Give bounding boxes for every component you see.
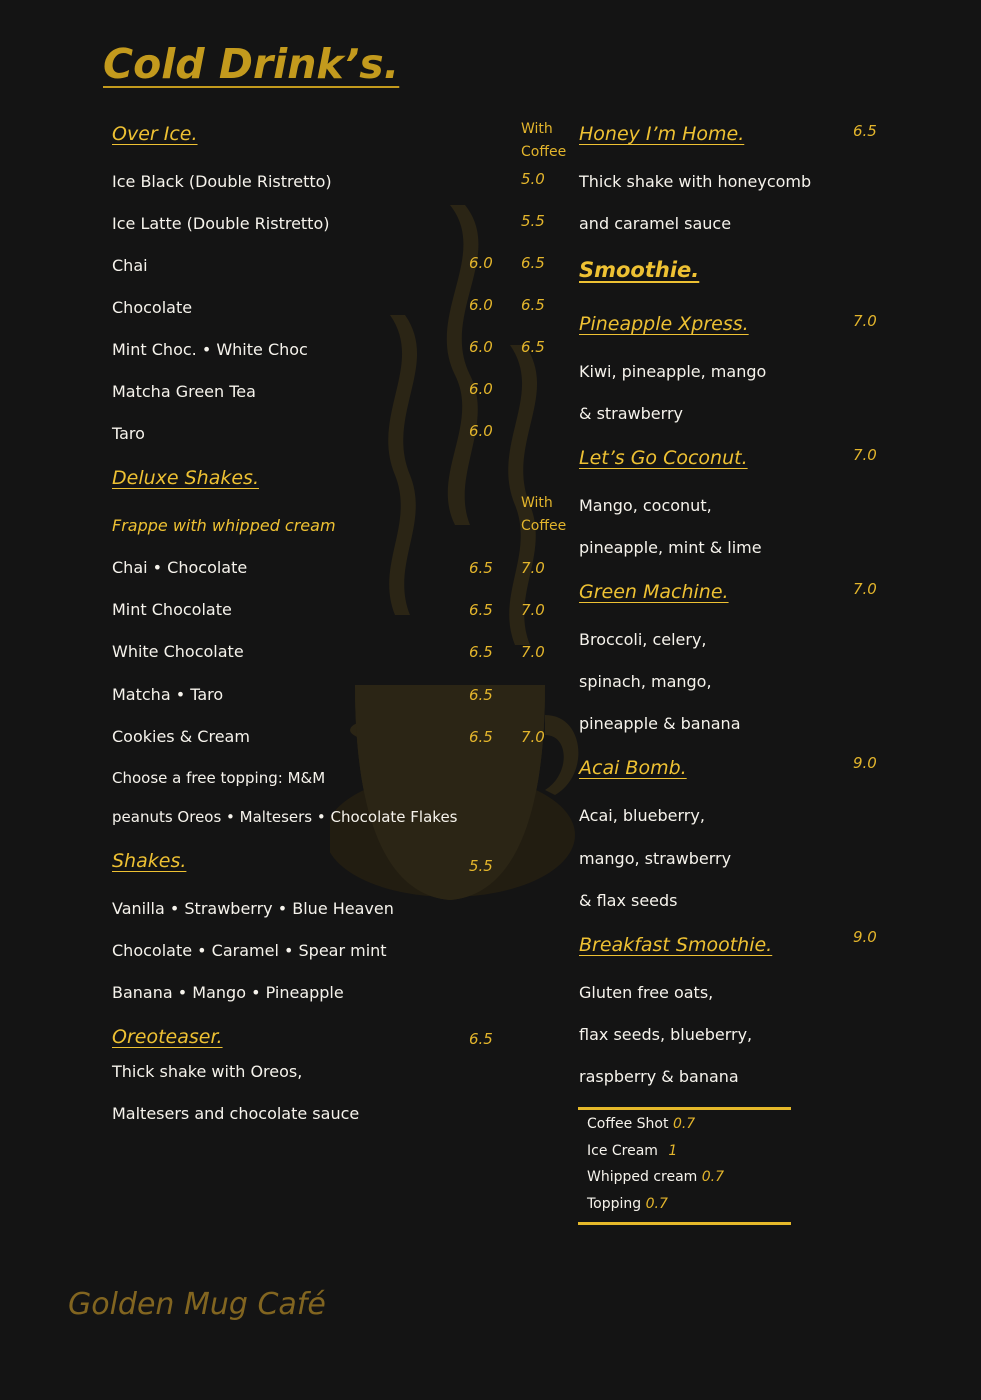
section-heading-smoothie: Smoothie.: [579, 258, 700, 282]
extra-name: Coffee Shot: [587, 1116, 669, 1132]
item-description: and caramel sauce: [579, 214, 732, 233]
section-subtitle: Frappe with whipped cream: [112, 516, 336, 535]
menu-item-name: Banana • Mango • Pineapple: [112, 983, 344, 1002]
item-description: Mango, coconut,: [579, 496, 712, 515]
menu-item-price: 6.5: [469, 686, 493, 704]
menu-item-name: Chai: [112, 256, 148, 275]
item-description: & strawberry: [579, 404, 683, 423]
extra-name: Ice Cream: [587, 1143, 658, 1159]
with-coffee-label: With Coffee: [521, 121, 567, 160]
menu-item-coffee-price: 6.5: [521, 338, 545, 356]
section-price: 6.5: [853, 122, 877, 140]
menu-item-price: 6.5: [469, 728, 493, 746]
item-description: mango, strawberry: [579, 849, 732, 868]
extra-name: Topping: [587, 1196, 642, 1212]
item-description: spinach, mango,: [579, 672, 712, 691]
menu-item-name: Taro: [112, 424, 145, 443]
menu-item-price: 6.5: [469, 643, 493, 661]
menu-item-coffee-price: 5.0: [521, 170, 545, 188]
extra-price: 1: [668, 1143, 678, 1159]
item-description: Maltesers and chocolate sauce: [112, 1104, 360, 1123]
with-coffee-label: With Coffee: [521, 495, 567, 534]
extra-price: 0.7: [672, 1116, 696, 1132]
smoothie-name: Let’s Go Coconut.: [579, 447, 748, 469]
menu-item-price: 6.0: [469, 380, 493, 398]
smoothie-price: 7.0: [853, 580, 877, 598]
extra-item: [587, 1116, 695, 1132]
section-heading-deluxe-shakes: Deluxe Shakes.: [112, 467, 259, 489]
smoothie-price: 9.0: [853, 754, 877, 772]
menu-item-name: Chocolate • Caramel • Spear mint: [112, 941, 387, 960]
extra-price: 0.7: [645, 1196, 668, 1212]
menu-item-coffee-price: 7.0: [521, 559, 545, 577]
menu-item-coffee-price: 6.5: [521, 296, 545, 314]
menu-item-coffee-price: 7.0: [521, 728, 545, 746]
page-title: Cold Drink’s.: [103, 40, 400, 88]
extra-item: [587, 1169, 724, 1185]
smoothie-price: 7.0: [853, 446, 877, 464]
section-heading-oreoteaser: Oreoteaser.: [112, 1026, 223, 1048]
item-description: raspberry & banana: [579, 1067, 739, 1086]
menu-item-price: 6.0: [469, 296, 493, 314]
section-heading-honey: Honey I’m Home.: [579, 123, 745, 145]
extra-item: [587, 1196, 668, 1212]
menu-item-price: 6.0: [469, 422, 493, 440]
item-description: Kiwi, pineapple, mango: [579, 362, 767, 381]
item-description: Gluten free oats,: [579, 983, 714, 1002]
topping-note: Choose a free topping: M&M: [112, 769, 326, 787]
section-heading-over-ice: Over Ice.: [112, 123, 198, 145]
item-description: Thick shake with Oreos,: [112, 1062, 303, 1081]
menu-item-price: 6.0: [469, 338, 493, 356]
menu-item-name: Cookies & Cream: [112, 727, 250, 746]
menu-item-name: Vanilla • Strawberry • Blue Heaven: [112, 899, 394, 918]
menu-item-price: 6.5: [469, 559, 493, 577]
smoothie-name: Green Machine.: [579, 581, 729, 603]
smoothie-name: Pineapple Xpress.: [579, 313, 749, 335]
item-description: Broccoli, celery,: [579, 630, 707, 649]
item-description: Acai, blueberry,: [579, 806, 705, 825]
menu-item-coffee-price: 5.5: [521, 212, 545, 230]
extra-item: [587, 1143, 677, 1159]
menu-item-coffee-price: 7.0: [521, 643, 545, 661]
smoothie-price: 9.0: [853, 928, 877, 946]
extras-box: [578, 1107, 791, 1225]
smoothie-price: 7.0: [853, 312, 877, 330]
menu-item-coffee-price: 7.0: [521, 601, 545, 619]
menu-item-name: Matcha Green Tea: [112, 382, 256, 401]
menu-item-price: 6.0: [469, 254, 493, 272]
menu-item-name: Ice Black (Double Ristretto): [112, 172, 332, 191]
menu-item-name: Mint Chocolate: [112, 600, 232, 619]
menu-item-name: Mint Choc. • White Choc: [112, 340, 308, 359]
section-price: 6.5: [469, 1030, 493, 1048]
extra-name: Whipped cream: [587, 1169, 698, 1185]
item-description: flax seeds, blueberry,: [579, 1025, 753, 1044]
menu-item-name: Ice Latte (Double Ristretto): [112, 214, 330, 233]
section-heading-shakes: Shakes.: [112, 850, 187, 872]
topping-note: peanuts Oreos • Maltesers • Chocolate Flakes: [112, 808, 458, 826]
smoothie-name: Acai Bomb.: [579, 757, 687, 779]
item-description: pineapple & banana: [579, 714, 741, 733]
menu-item-name: White Chocolate: [112, 642, 244, 661]
menu-item-name: Matcha • Taro: [112, 685, 224, 704]
menu-item-name: Chocolate: [112, 298, 193, 317]
item-description: pineapple, mint & lime: [579, 538, 762, 557]
smoothie-name: Breakfast Smoothie.: [579, 934, 773, 956]
menu-item-coffee-price: 6.5: [521, 254, 545, 272]
item-description: Thick shake with honeycomb: [579, 172, 812, 191]
menu-item-name: Chai • Chocolate: [112, 558, 248, 577]
item-description: & flax seeds: [579, 891, 678, 910]
section-price: 5.5: [469, 857, 493, 875]
menu-item-price: 6.5: [469, 601, 493, 619]
cafe-name-footer: Golden Mug Café: [68, 1287, 326, 1322]
extra-price: 0.7: [701, 1169, 725, 1185]
